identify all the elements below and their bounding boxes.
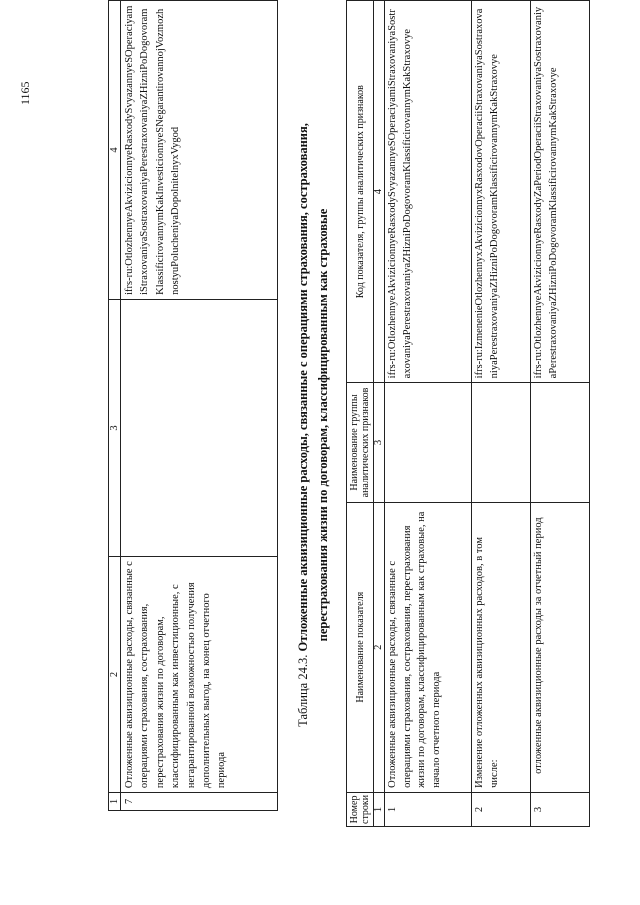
indicator-code: ifrs-ru:IzmenenieOtlozhennyxAkvizicionnyxRasxodovOperaciiStraxovaniyaSostraxovaniyaPerestraxovaniyaZHizniPoDogovoramKlassificirovannymKakStraxovye [472,1,531,383]
table-caption [296,25,311,825]
col-number: 2 [374,502,385,792]
group-name [121,299,278,556]
indicator-name: Отложенные аквизиционные расходы, связанные с операциями страхования, сострахования, перестрахования жизни по договорам, классифицированным как инвестиционные, с негарантированной возможностью получения дополнительных выгод, на конец отчетного периода [121,557,278,793]
indicator-name: Отложенные аквизиционные расходы, связанные с операциями страхования, сострахования, перестрахования жизни по договорам, классифицированным как страховые, на начало отчетного периода [385,502,472,792]
header-name: Наименование показателя [347,502,374,792]
header-num: Номер строки [347,792,374,826]
col-number: 4 [374,1,385,383]
indicator-name: отложенные аквизиционные расходы за отчетный период [531,502,590,792]
header-group: Наименование группы аналитических признаков [347,383,374,502]
col-number: 1 [109,793,121,811]
indicator-code: ifrs-ru:OtlozhennyeAkvizicionnyeRasxodyZaPeriodOperaciiStraxovaniyaSostraxovaniyaPerestraxovaniyaZHizniPoDogovoramKlassificirovannymKakStraxovye [531,1,590,383]
col-number: 3 [374,383,385,502]
main-table [346,0,590,827]
col-number: 4 [109,1,121,300]
indicator-name: Изменение отложенных аквизиционных расходов, в том числе: [472,502,531,792]
continued-table [108,0,278,811]
header-row [347,1,374,827]
row-number: 7 [121,793,278,811]
indicator-code: ifrs-ru:OtlozhennyeAkvizicionnyeRasxodySvyazannyeSOperaciyamiStraxovaniyaSostraxovaniyaPerestraxovaniyaZHizniPoDogovoramKlassificirovannymKakInvesticionnyeSNegarantirovannojVozmozhnostyuPolucheniyaDopolnitelnyxVygod [121,1,278,300]
col-number: 1 [374,792,385,826]
table-row [121,1,278,811]
table-row [531,1,590,827]
group-name [472,383,531,502]
caption-label: Таблица 24.3. [296,654,310,727]
caption-title-line2: перестрахования жизни по договорам, классифицированным как страховые [316,208,330,642]
row-number: 3 [531,792,590,826]
group-name [531,383,590,502]
group-name [385,383,472,502]
column-number-row [109,1,121,811]
page-number: 1165 [18,81,32,105]
header-code: Код показателя, группы аналитических признаков [347,1,374,383]
row-number: 1 [385,792,472,826]
col-number: 3 [109,299,121,556]
caption-title-line1: Отложенные аквизиционные расходы, связанные с операциями страхования, сострахования, [296,123,310,652]
col-number: 2 [109,557,121,793]
table-row [472,1,531,827]
table-row [385,1,472,827]
indicator-code: ifrs-ru:OtlozhennyeAkvizicionnyeRasxodySvyazannyeSOperaciyamiStraxovaniyaSostraxovaniyaPerestraxovaniyaZHizniPoDogovoramKlassificirovannymKakStraxovye [385,1,472,383]
row-number: 2 [472,792,531,826]
column-number-row [374,1,385,827]
